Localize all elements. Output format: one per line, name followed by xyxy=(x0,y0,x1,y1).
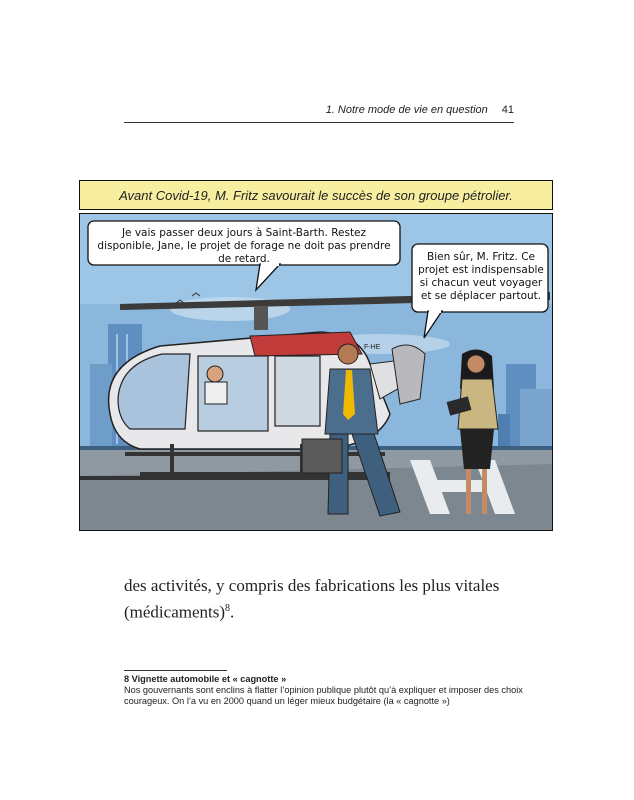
helicopter-tail-mark: F-HE xyxy=(364,344,381,351)
footnote-text: Nos gouvernants sont enclins à flatter l’opinion publique plutôt qu’à expliquer et imposer des choix courageux. On l’a vu en 2000 quand un léger mieux budgétaire (la « cagnotte ») xyxy=(124,685,523,706)
footnote-reference[interactable]: 8 xyxy=(225,603,231,614)
chapter-title: 1. Notre mode de vie en question xyxy=(325,104,488,116)
page-number: 41 xyxy=(501,104,514,116)
speech-bubble-left-text: Je vais passer deux jours à Saint-Barth. Restez disponible, Jane, le projet de forage ne doit pas prendre de retard. xyxy=(97,227,391,265)
footnote-title: 8 Vignette automobile et « cagnotte » xyxy=(124,674,287,684)
body-paragraph: des activités, y compris des fabrications les plus vitales (médicaments)$^8$. xyxy=(124,576,500,622)
running-head xyxy=(124,104,514,123)
speech-bubble-right-text: Bien sûr, M. Fritz. Ce projet est indispensable si chacun veut voyager et se déplacer partout. xyxy=(418,251,544,302)
comic-caption-text: Avant Covid-19, M. Fritz savourait le succès de son groupe pétrolier. xyxy=(119,187,513,203)
comic-caption xyxy=(79,180,553,210)
footnote xyxy=(124,674,524,710)
body-paragraph-text: des activités, y compris des fabrications les plus vitales (médicaments) xyxy=(124,576,500,622)
footnote-divider xyxy=(124,670,227,671)
comic-panel xyxy=(79,213,553,531)
